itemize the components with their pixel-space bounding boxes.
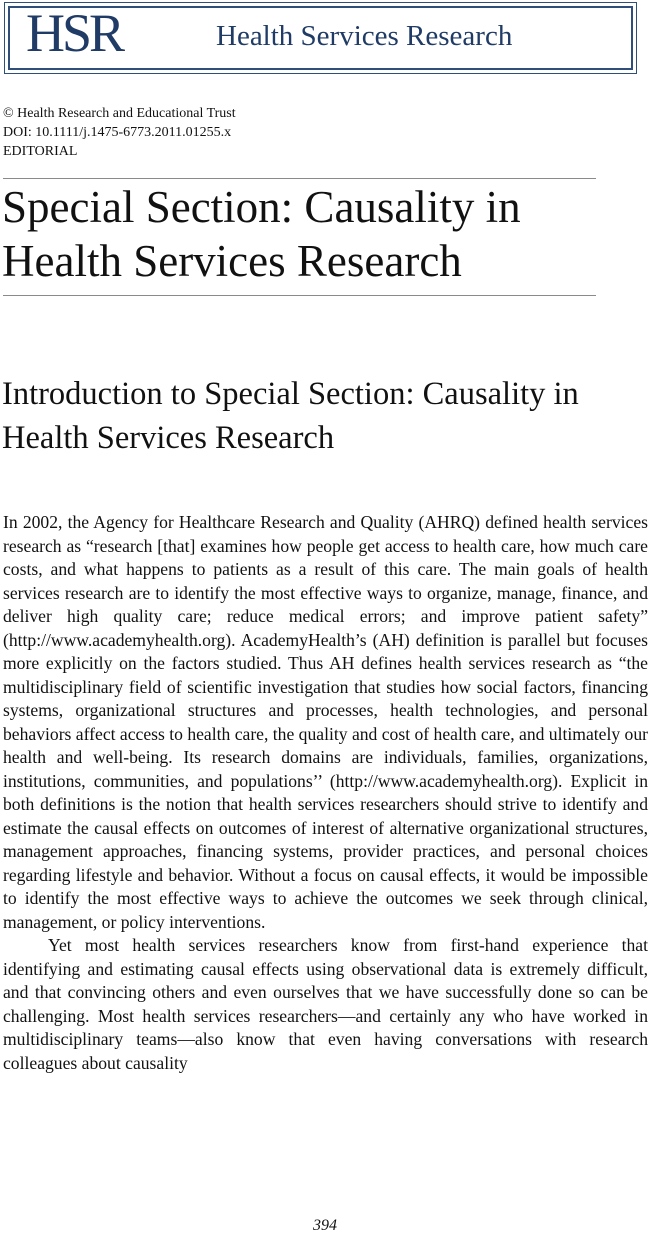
section-rule-top — [3, 178, 596, 179]
journal-header-frame — [8, 3, 633, 70]
body-paragraph-2: Yet most health services researchers know from first-hand experience that identifying and estimating causal effects using observational data is extremely difficult, and that convincing others and even ourselves that we have successfully done so can be challenging. Most health services researchers—and certainly any who have worked in multidisciplinary teams—also know that even having conversations with research colleagues about causality — [3, 935, 648, 1073]
journal-name: Health Services Research — [216, 20, 513, 52]
article-body — [3, 511, 648, 1075]
journal-logo: HSR — [26, 3, 123, 63]
article-meta — [3, 104, 236, 161]
doi-line: DOI: 10.1111/j.1475-6773.2011.01255.x — [3, 125, 232, 140]
page-number: 394 — [313, 1217, 337, 1234]
section-title: Special Section: Causality in Health Services Research — [2, 182, 521, 286]
article-type: EDITORIAL — [3, 144, 78, 159]
journal-header — [4, 2, 637, 74]
body-paragraph-1: In 2002, the Agency for Healthcare Research and Quality (AHRQ) defined health services research as “research [that] examines how people get access to health care, how much care costs, and what happens to patients as a result of this care. The main goals of health services research are to identify the most effective ways to organize, manage, finance, and deliver high quality care; reduce medical errors; and improve patient safety” (http://www.academyhealth.org). AcademyHealth’s (AH) definition is parallel but focuses more explicitly on the factors studied. Thus AH defines health services research as “the multidisciplinary field of scientific investigation that studies how social factors, financing systems, organizational structures and processes, health technologies, and personal behaviors affect access to health care, the quality and cost of health care, and ultimately our health and well-being. Its research domains are individuals, families, organizations, institutions, communities, and populations’’ (http://www.academyhealth.org). Explicit in both definitions is the notion that health services researchers should strive to identify and estimate the causal effects on outcomes of interest of alternative organizational structures, management approaches, financing systems, provider practices, and personal choices regarding lifestyle and behavior. Without a focus on causal effects, it would be impossible to identify the most effective ways to achieve the outcomes we seek through clinical, management, or policy interventions. — [3, 512, 648, 932]
section-rule-bottom — [3, 295, 596, 296]
article-title: Introduction to Special Section: Causality in Health Services Research — [2, 376, 579, 456]
copyright-line: © Health Research and Educational Trust — [3, 106, 236, 121]
